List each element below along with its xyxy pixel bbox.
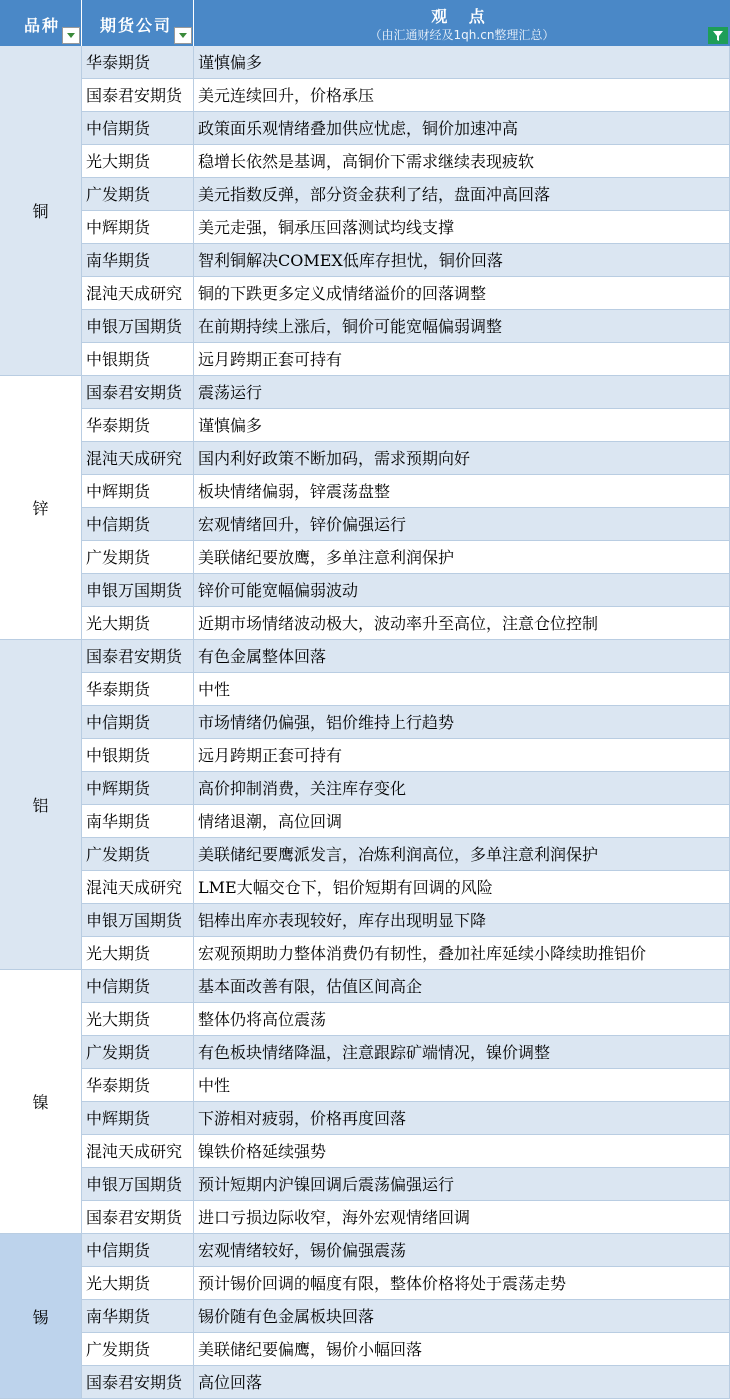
company-cell[interactable]: 混沌天成研究 — [82, 277, 194, 310]
table-row — [0, 904, 730, 937]
table-row — [0, 1234, 730, 1267]
table-row — [0, 211, 730, 244]
view-cell[interactable]: 政策面乐观情绪叠加供应忧虑，铜价加速冲高 — [194, 112, 730, 145]
table-row — [0, 1003, 730, 1036]
view-cell[interactable]: 美联储纪要偏鹰，锡价小幅回落 — [194, 1333, 730, 1366]
view-cell[interactable]: 宏观情绪较好，锡价偏强震荡 — [194, 1234, 730, 1267]
view-cell[interactable]: 市场情绪仍偏强，铝价维持上行趋势 — [194, 706, 730, 739]
table-row — [0, 1366, 730, 1399]
company-cell[interactable]: 光大期货 — [82, 937, 194, 970]
company-cell[interactable]: 申银万国期货 — [82, 574, 194, 607]
variety-filter-button[interactable] — [62, 27, 80, 44]
table-row — [0, 1201, 730, 1234]
view-cell[interactable]: 稳增长依然是基调，高铜价下需求继续表现疲软 — [194, 145, 730, 178]
table-row — [0, 1333, 730, 1366]
dropdown-arrow-icon — [179, 33, 187, 38]
view-cell[interactable]: 预计锡价回调的幅度有限，整体价格将处于震荡走势 — [194, 1267, 730, 1300]
table-row — [0, 772, 730, 805]
view-cell[interactable]: LME大幅交仓下，铝价短期有回调的风险 — [194, 871, 730, 904]
variety-cell[interactable]: 锌 — [0, 376, 82, 640]
company-cell[interactable]: 广发期货 — [82, 178, 194, 211]
company-cell[interactable]: 华泰期货 — [82, 673, 194, 706]
view-cell[interactable]: 远月跨期正套可持有 — [194, 343, 730, 376]
view-cell[interactable]: 进口亏损边际收窄，海外宏观情绪回调 — [194, 1201, 730, 1234]
table-row — [0, 1036, 730, 1069]
table-row — [0, 805, 730, 838]
company-cell[interactable]: 中信期货 — [82, 1234, 194, 1267]
company-cell[interactable]: 中信期货 — [82, 112, 194, 145]
table-row — [0, 541, 730, 574]
view-cell[interactable]: 情绪退潮，高位回调 — [194, 805, 730, 838]
view-cell[interactable]: 下游相对疲弱，价格再度回落 — [194, 1102, 730, 1135]
company-cell[interactable]: 申银万国期货 — [82, 1168, 194, 1201]
table-row — [0, 442, 730, 475]
view-cell[interactable]: 美联储纪要鹰派发言，冶炼利润高位，多单注意利润保护 — [194, 838, 730, 871]
company-cell[interactable]: 华泰期货 — [82, 46, 194, 79]
table-row — [0, 937, 730, 970]
view-cell[interactable]: 基本面改善有限，估值区间高企 — [194, 970, 730, 1003]
company-cell[interactable]: 中银期货 — [82, 343, 194, 376]
view-cell[interactable]: 镍铁价格延续强势 — [194, 1135, 730, 1168]
variety-cell[interactable]: 铜 — [0, 46, 82, 376]
view-cell[interactable]: 近期市场情绪波动极大，波动率升至高位，注意仓位控制 — [194, 607, 730, 640]
company-cell[interactable]: 混沌天成研究 — [82, 1135, 194, 1168]
view-cell[interactable]: 有色板块情绪降温，注意跟踪矿端情况，镍价调整 — [194, 1036, 730, 1069]
header-variety-label: 品种 — [24, 16, 61, 35]
company-cell[interactable]: 中信期货 — [82, 706, 194, 739]
company-cell[interactable]: 国泰君安期货 — [82, 1366, 194, 1399]
view-cell[interactable]: 谨慎偏多 — [194, 46, 730, 79]
table-row — [0, 376, 730, 409]
company-cell[interactable]: 中信期货 — [82, 508, 194, 541]
company-cell[interactable]: 广发期货 — [82, 838, 194, 871]
company-cell[interactable]: 混沌天成研究 — [82, 871, 194, 904]
table-row — [0, 871, 730, 904]
view-cell[interactable]: 板块情绪偏弱，锌震荡盘整 — [194, 475, 730, 508]
company-cell[interactable]: 广发期货 — [82, 1333, 194, 1366]
table-row — [0, 706, 730, 739]
table-row — [0, 46, 730, 79]
table-row — [0, 838, 730, 871]
company-cell[interactable]: 光大期货 — [82, 1267, 194, 1300]
company-cell[interactable]: 广发期货 — [82, 1036, 194, 1069]
company-cell[interactable]: 中信期货 — [82, 970, 194, 1003]
table-row — [0, 244, 730, 277]
view-cell[interactable]: 锌价可能宽幅偏弱波动 — [194, 574, 730, 607]
table-row — [0, 409, 730, 442]
view-cell[interactable]: 预计短期内沪镍回调后震荡偏强运行 — [194, 1168, 730, 1201]
table-row — [0, 970, 730, 1003]
view-filter-button[interactable] — [708, 27, 728, 44]
company-cell[interactable]: 混沌天成研究 — [82, 442, 194, 475]
table-row — [0, 640, 730, 673]
company-cell[interactable]: 中辉期货 — [82, 772, 194, 805]
company-cell[interactable]: 华泰期货 — [82, 1069, 194, 1102]
filter-funnel-icon — [712, 30, 724, 42]
view-cell[interactable]: 铜的下跌更多定义成情绪溢价的回落调整 — [194, 277, 730, 310]
view-cell[interactable]: 高价抑制消费，关注库存变化 — [194, 772, 730, 805]
table-row — [0, 1300, 730, 1333]
view-cell[interactable]: 美联储纪要放鹰，多单注意利润保护 — [194, 541, 730, 574]
table-row — [0, 475, 730, 508]
company-cell[interactable]: 中辉期货 — [82, 475, 194, 508]
table-row — [0, 277, 730, 310]
table-row — [0, 112, 730, 145]
company-cell[interactable]: 中银期货 — [82, 739, 194, 772]
view-cell[interactable]: 智利铜解决COMEX低库存担忧，铜价回落 — [194, 244, 730, 277]
table-row — [0, 574, 730, 607]
variety-cell[interactable]: 铝 — [0, 640, 82, 970]
view-cell[interactable]: 美元连续回升，价格承压 — [194, 79, 730, 112]
company-cell[interactable]: 申银万国期货 — [82, 310, 194, 343]
table-row — [0, 1069, 730, 1102]
view-cell[interactable]: 美元走强，铜承压回落测试均线支撑 — [194, 211, 730, 244]
company-cell[interactable]: 国泰君安期货 — [82, 1201, 194, 1234]
header-company-label: 期货公司 — [100, 16, 173, 35]
company-cell[interactable]: 广发期货 — [82, 541, 194, 574]
header-view-title: 观 点 — [431, 7, 493, 26]
variety-cell[interactable]: 镍 — [0, 970, 82, 1234]
table-row — [0, 739, 730, 772]
view-cell[interactable]: 震荡运行 — [194, 376, 730, 409]
view-cell[interactable]: 在前期持续上涨后，铜价可能宽幅偏弱调整 — [194, 310, 730, 343]
company-cell[interactable]: 光大期货 — [82, 145, 194, 178]
view-cell[interactable]: 谨慎偏多 — [194, 409, 730, 442]
view-cell[interactable]: 中性 — [194, 673, 730, 706]
header-company — [82, 0, 194, 46]
dropdown-arrow-icon — [67, 33, 75, 38]
view-cell[interactable]: 远月跨期正套可持有 — [194, 739, 730, 772]
view-cell[interactable]: 整体仍将高位震荡 — [194, 1003, 730, 1036]
view-cell[interactable]: 国内利好政策不断加码，需求预期向好 — [194, 442, 730, 475]
variety-cell[interactable]: 锡 — [0, 1234, 82, 1399]
table-row — [0, 607, 730, 640]
company-cell[interactable]: 光大期货 — [82, 607, 194, 640]
view-cell[interactable]: 美元指数反弹，部分资金获利了结，盘面冲高回落 — [194, 178, 730, 211]
table-row — [0, 310, 730, 343]
view-cell[interactable]: 宏观预期助力整体消费仍有韧性，叠加社库延续小降续助推铝价 — [194, 937, 730, 970]
header-variety — [0, 0, 82, 46]
table-header — [0, 0, 730, 46]
table-row — [0, 343, 730, 376]
view-cell[interactable]: 有色金属整体回落 — [194, 640, 730, 673]
company-cell[interactable]: 中辉期货 — [82, 1102, 194, 1135]
table-row — [0, 673, 730, 706]
company-cell[interactable]: 华泰期货 — [82, 409, 194, 442]
company-filter-button[interactable] — [174, 27, 192, 44]
table-row — [0, 145, 730, 178]
view-cell[interactable]: 锡价随有色金属板块回落 — [194, 1300, 730, 1333]
table-row — [0, 1168, 730, 1201]
company-cell[interactable]: 南华期货 — [82, 805, 194, 838]
table-row — [0, 1135, 730, 1168]
company-cell[interactable]: 申银万国期货 — [82, 904, 194, 937]
company-cell[interactable]: 中辉期货 — [82, 211, 194, 244]
company-cell[interactable]: 南华期货 — [82, 244, 194, 277]
view-cell[interactable]: 铝棒出库亦表现较好，库存出现明显下降 — [194, 904, 730, 937]
table-row — [0, 1267, 730, 1300]
company-cell[interactable]: 光大期货 — [82, 1003, 194, 1036]
view-cell[interactable]: 宏观情绪回升，锌价偏强运行 — [194, 508, 730, 541]
table-row — [0, 1102, 730, 1135]
table-row — [0, 178, 730, 211]
company-cell[interactable]: 国泰君安期货 — [82, 376, 194, 409]
view-cell[interactable]: 中性 — [194, 1069, 730, 1102]
table-row — [0, 508, 730, 541]
company-cell[interactable]: 南华期货 — [82, 1300, 194, 1333]
header-view-subtitle: （由汇通财经及1qh.cn整理汇总） — [369, 28, 555, 42]
view-cell[interactable]: 高位回落 — [194, 1366, 730, 1399]
company-cell[interactable]: 国泰君安期货 — [82, 79, 194, 112]
header-view — [194, 0, 730, 46]
company-cell[interactable]: 国泰君安期货 — [82, 640, 194, 673]
table-row — [0, 79, 730, 112]
